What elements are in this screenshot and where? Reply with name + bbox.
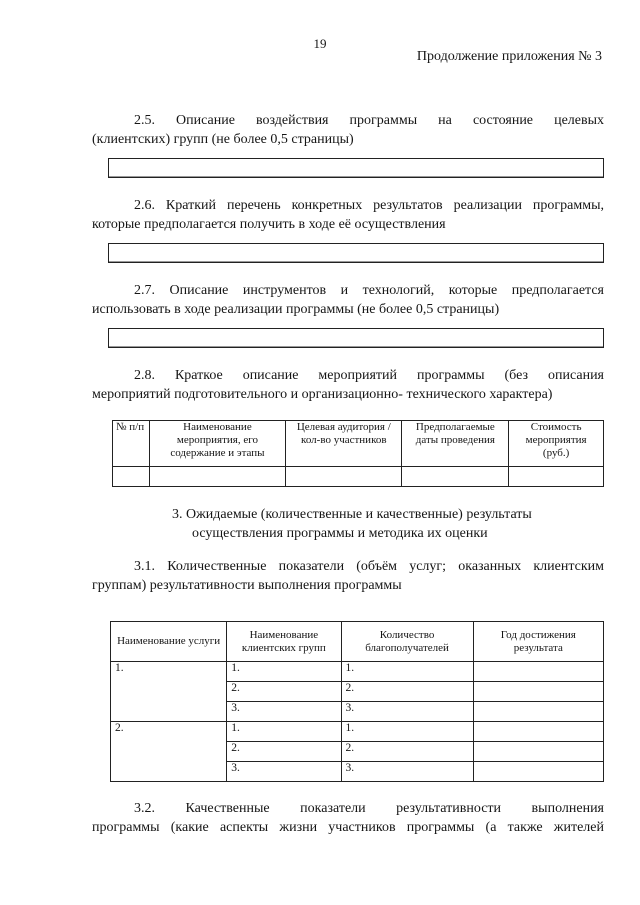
- results-table-header-row: [111, 622, 604, 662]
- section-3-2-line1: 3.2. Качественные показатели результативности выполнения: [134, 801, 604, 816]
- beneficiaries-cell[interactable]: 1.: [341, 662, 473, 682]
- year-cell[interactable]: [473, 722, 603, 742]
- group-cell[interactable]: 2.: [227, 682, 341, 702]
- section-2-6-line1: 2.6. Краткий перечень конкретных результатов реализации программы,: [134, 198, 604, 213]
- section-3-2-line2: программы (какие аспекты жизни участников программы (а также жителей: [92, 820, 604, 835]
- section-3-line2: осуществления программы и методика их оценки: [192, 526, 488, 541]
- section-2-7: [92, 281, 604, 319]
- section-2-8: [92, 366, 604, 404]
- answer-box-2-6[interactable]: [108, 243, 604, 263]
- beneficiaries-cell[interactable]: 2.: [341, 742, 473, 762]
- table-row: [111, 662, 604, 682]
- section-2-5: [92, 111, 604, 149]
- beneficiaries-cell[interactable]: 3.: [341, 702, 473, 722]
- group-cell[interactable]: 2.: [227, 742, 341, 762]
- year-cell[interactable]: [473, 762, 603, 782]
- group-cell[interactable]: 1.: [227, 722, 341, 742]
- events-table: [112, 420, 604, 487]
- events-col-name: Наименование мероприятия, его содержание и этапы: [149, 421, 285, 467]
- results-col-groups: Наименование клиентских групп: [227, 622, 341, 662]
- service-cell[interactable]: 1.: [111, 662, 227, 722]
- group-cell[interactable]: 3.: [227, 702, 341, 722]
- section-3-1-line2: группам) результативности выполнения программы: [92, 578, 402, 593]
- table-row: [113, 467, 604, 487]
- results-col-service: Наименование услуги: [111, 622, 227, 662]
- events-cell[interactable]: [149, 467, 285, 487]
- events-col-cost: Стоимость мероприятия (руб.): [509, 421, 604, 467]
- group-cell[interactable]: 1.: [227, 662, 341, 682]
- events-col-dates: Предполагаемые даты проведения: [402, 421, 509, 467]
- year-cell[interactable]: [473, 682, 603, 702]
- section-3-1-line1: 3.1. Количественные показатели (объём услуг; оказанных клиентским: [134, 559, 604, 574]
- answer-box-2-5[interactable]: [108, 158, 604, 178]
- section-2-5-line1: 2.5. Описание воздействия программы на состояние целевых: [134, 113, 604, 128]
- service-cell[interactable]: 2.: [111, 722, 227, 782]
- beneficiaries-cell[interactable]: 2.: [341, 682, 473, 702]
- section-3-1: [92, 557, 604, 595]
- results-col-year: Год достижения результата: [473, 622, 603, 662]
- answer-box-2-7[interactable]: [108, 328, 604, 348]
- events-cell[interactable]: [286, 467, 402, 487]
- group-cell[interactable]: 3.: [227, 762, 341, 782]
- section-3-title: [0, 505, 640, 543]
- events-col-number: № п/п: [113, 421, 150, 467]
- appendix-header: Продолжение приложения № 3: [416, 49, 602, 64]
- page-number: 19: [313, 36, 327, 51]
- beneficiaries-cell[interactable]: 3.: [341, 762, 473, 782]
- year-cell[interactable]: [473, 662, 603, 682]
- section-2-6: [92, 196, 604, 234]
- events-col-audience: Целевая аудитория / кол-во участников: [286, 421, 402, 467]
- section-3-2: [92, 799, 604, 837]
- beneficiaries-cell[interactable]: 1.: [341, 722, 473, 742]
- section-2-8-line2: мероприятий подготовительного и организационно- технического характера): [92, 387, 553, 402]
- results-col-beneficiaries: Количество благополучателей: [341, 622, 473, 662]
- year-cell[interactable]: [473, 742, 603, 762]
- section-2-5-line2: (клиентских) групп (не более 0,5 страницы): [92, 132, 354, 147]
- section-2-7-line1: 2.7. Описание инструментов и технологий, которые предполагается: [134, 283, 604, 298]
- table-row: [111, 722, 604, 742]
- section-3-line1: 3. Ожидаемые (количественные и качественные) результаты: [172, 507, 532, 522]
- events-cell[interactable]: [113, 467, 150, 487]
- section-2-7-line2: использовать в ходе реализации программы (не более 0,5 страницы): [92, 302, 500, 317]
- section-2-6-line2: которые предполагается получить в ходе её осуществления: [92, 217, 446, 232]
- results-table: [110, 621, 604, 782]
- events-cell[interactable]: [402, 467, 509, 487]
- events-cell[interactable]: [509, 467, 604, 487]
- section-2-8-line1: 2.8. Краткое описание мероприятий программы (без описания: [134, 368, 604, 383]
- year-cell[interactable]: [473, 702, 603, 722]
- events-table-header-row: [113, 421, 604, 467]
